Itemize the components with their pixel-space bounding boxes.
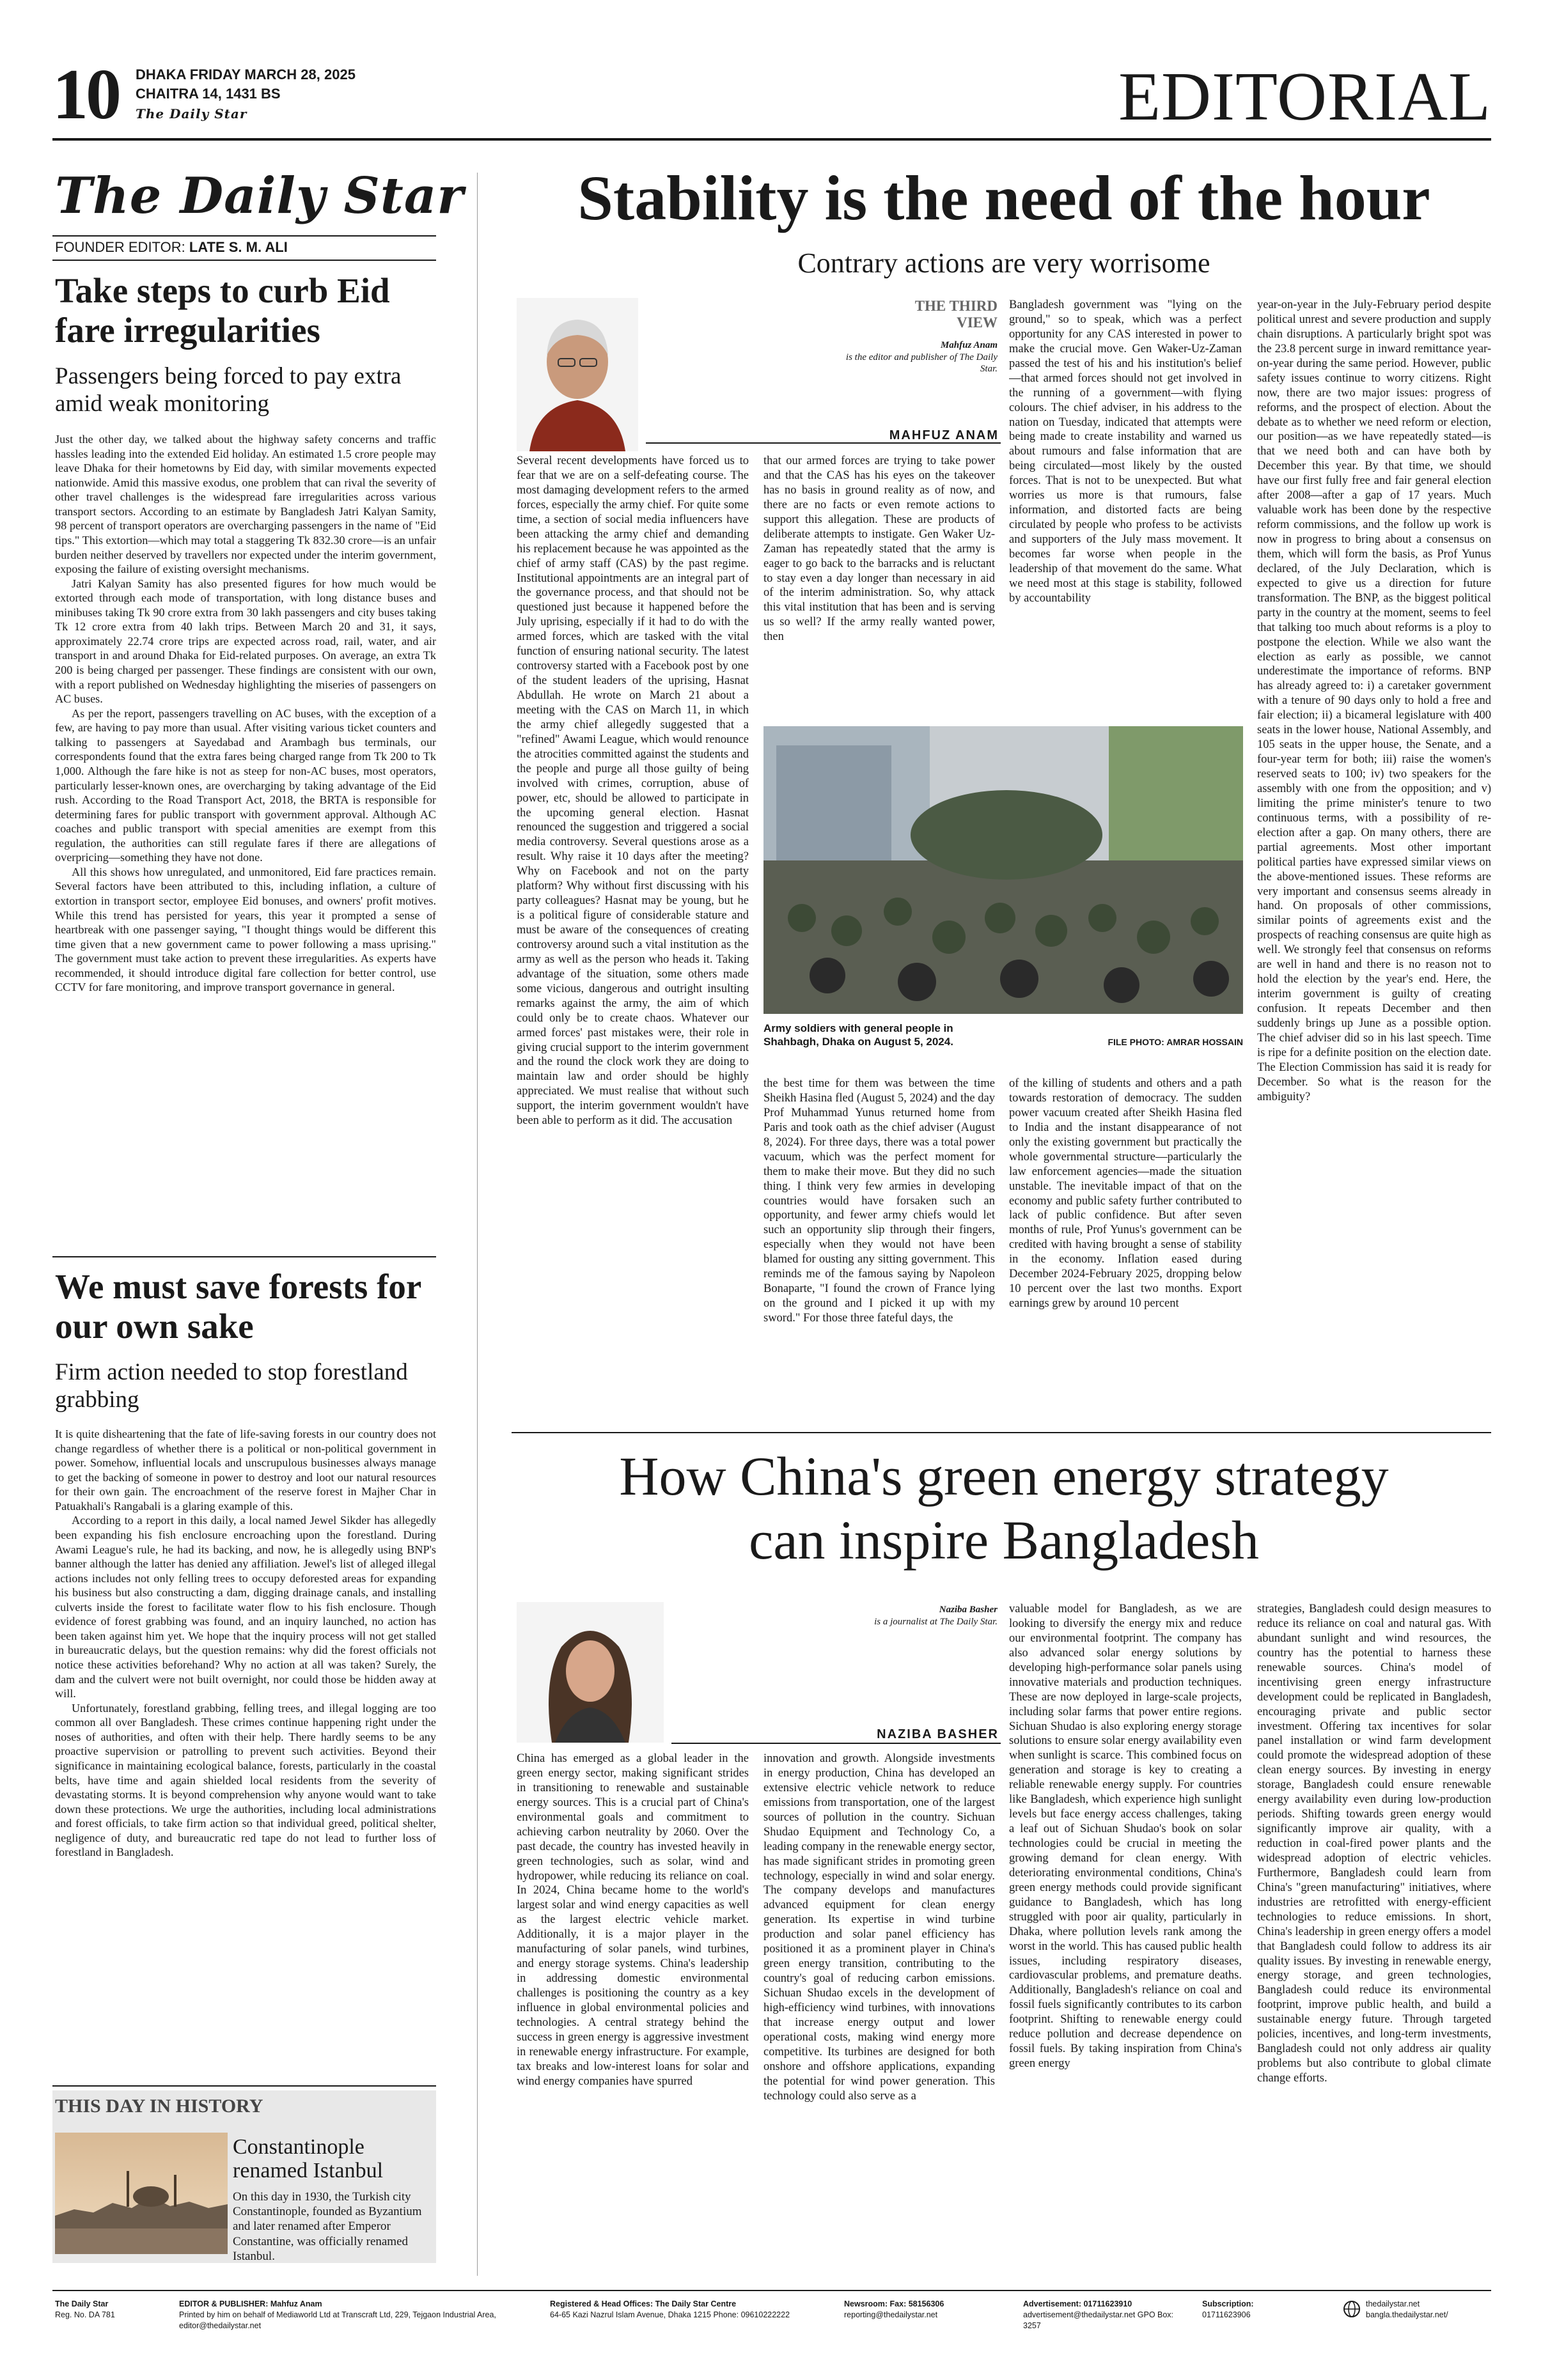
footer-reg: Reg. No. DA 781 bbox=[55, 2310, 115, 2319]
footer-editor-text: Printed by him on behalf of Mediaworld Ltd at Transcraft Ltd, 229, Tejgaon Industrial Area, editor@thedailystar.net bbox=[179, 2310, 496, 2330]
article-divider bbox=[512, 1432, 1491, 1433]
editorial1-subhead: Passengers being forced to pay extra amid weak monitoring bbox=[55, 363, 402, 417]
author1-desc-name: Mahfuz Anam bbox=[940, 340, 998, 350]
masthead-rule bbox=[52, 235, 436, 237]
founder-prefix: FOUNDER EDITOR: bbox=[55, 239, 189, 255]
footer-subscription-text: 01711623906 bbox=[1202, 2310, 1251, 2319]
footer-rule bbox=[52, 2290, 1491, 2291]
author1-photo bbox=[517, 298, 638, 451]
editorial-divider bbox=[52, 1256, 436, 1257]
column-name: THE THIRD VIEW bbox=[914, 298, 998, 331]
editorial1-headline: Take steps to curb Eid fare irregularities bbox=[55, 271, 390, 350]
author2-rule bbox=[671, 1743, 1001, 1744]
paragraph: It is quite disheartening that the fate of life-saving forests in our country does not change regardless of whether there is a political or non-political government in power. Somehow, influential locals and unscrupulous businesses always manage to get the backing of someone in power to destroy and loot our natural resources for their own gain. The encroachment of the reserve forest in Majher Char in Patuakhali's Rangabali is a glaring example of this. bbox=[55, 1427, 436, 1513]
article2-col1: China has emerged as a global leader in the green energy sector, making significant strides in transitioning to renewable and sustainable energy sources. This is a crucial part of China's environmental goals and commitment to achieving carbon neutrality by 2060. Over the past decade, the country has invested heavily in green technologies, such as solar, wind and hydropower, while reducing its reliance on coal. In 2024, China became home to the world's largest solar and wind energy capacities as well as the largest electric vehicle market. Additionally, it is a major player in the manufacturing of solar panels, wind turbines, and energy storage systems. China's leadership in addressing domestic environmental challenges is positioning the country as a key influence in global environmental policies and technologies. A central strategy behind the success in green energy is aggressive investment in renewable energy infrastructure. For example, tax breaks and low-interest loans for solar and wind energy companies have spurred bbox=[517, 1752, 749, 2088]
footer-offices bbox=[550, 2299, 831, 2321]
bangla-date: CHAITRA 14, 1431 BS bbox=[136, 86, 281, 102]
article2-col3: valuable model for Bangladesh, as we are looking to diversify the energy mix and reduce our environmental footprint. The company has also advanced solar energy solutions by developing high-performance solar panels using innovative materials and production techniques. These are now deployed in large-scale projects, including solar farms that power entire regions. Sichuan Shudao is also exploring energy storage solutions to ensure solar energy availability even when sunlight is scarce. This combined focus on generation and storage is key to creating a reliable renewable energy supply. For countries like Bangladesh, which experience high sunlight levels but face energy access challenges, taking a leaf out of Sichuan Shudao's book on solar technologies could be crucial in meeting the growing demand for clean energy. With deteriorating environmental conditions, China's green energy methods could provide significant guidance to Bangladesh, which has long struggled with poor air quality, particularly in Dhaka, where pollution levels rank among the worst in the world. This has caused public health issues, including respiratory diseases, cardiovascular problems, and premature deaths. Additionally, Bangladesh's reliance on coal and fossil fuels significantly contributes to its carbon footprint. Shifting to renewable energy could reduce pollution and decrease dependence on fossil fuels. By taking inspiration from China's green energy bbox=[1009, 1603, 1242, 2071]
section-title: EDITORIAL bbox=[1118, 59, 1491, 135]
footer-advertisement bbox=[1023, 2299, 1189, 2331]
footer-offices-title: Registered & Head Offices: The Daily Star Centre bbox=[550, 2299, 737, 2308]
article1-photo bbox=[763, 726, 1243, 1014]
article1-subhead: Contrary actions are very worrisome bbox=[797, 247, 1210, 279]
history-photo bbox=[55, 2133, 228, 2254]
author1-label: MAHFUZ ANAM bbox=[889, 428, 999, 442]
footer-newsroom-text[interactable]: reporting@thedailystar.net bbox=[844, 2310, 938, 2319]
history-title: Constantinople renamed Istanbul bbox=[233, 2135, 384, 2183]
footer-paper-title: The Daily Star bbox=[55, 2299, 109, 2308]
author2-label: NAZIBA BASHER bbox=[877, 1727, 999, 1741]
footer-offices-text: 64-65 Kazi Nazrul Islam Avenue, Dhaka 1215 Phone: 09610222222 bbox=[550, 2310, 790, 2319]
author-portrait bbox=[517, 298, 638, 451]
footer-advertisement-text[interactable]: advertisement@thedailystar.net GPO Box: 3257 bbox=[1023, 2310, 1174, 2330]
article1-col1: Several recent developments have forced us to fear that we are on a self-defeating course. The most damaging development refers to the armed forces, especially the army chief. For quite some time, a section of social media influencers have been attacking the army chief and demanding his replacement because he was appointed as the chief of army staff (CAS) by the past regime. Institutional appointments are an integral part of the governance process, and that should not be questioned just because it happened before the July uprising, especially if it had to do with the armed forces, which are tasked with the vital function of ensuring national security. The latest controversy started with a Facebook post by one of the student leaders of the uprising, Hasnat Abdullah. He wrote on March 21 about a meeting with the CAS on March 11, in which the army chief allegedly suggested that a "refined" Awami League, which would renounce the atrocities committed against the students and the people and purge all those guilty of being involved with crimes, corruption, abuse of power, etc, should be allowed to participate in the upcoming general election. Hasnat renounced the suggestion and triggered a social media controversy. Several questions arose as a result. Why raise it 10 days after the meeting? Why on Facebook and not on the party platform? Why without first discussing with his party colleagues? Hasnat may be young, but he is a political figure of considerable stature and must be aware of the consequences of creating controversy around such a vital institution as the army as well as the person who heads it. Taking advantage of the situation, some others made some vicious, dangerous and outright insulting remarks against the army, the aim of which could only be to create chaos. Whatever our armed forces' past mistakes were, their role in giving crucial support to the interim government and the round the clock work they are doing to maintain law and order should be highly appreciated. We must realise that without such support, the interim government wouldn't have been able to perform as it did. The accusation bbox=[517, 455, 749, 1128]
footer-newsroom bbox=[844, 2299, 1004, 2321]
article1-col4: year-on-year in the July-February period despite political unrest and severe production and supply chain disruptions. A particularly bright spot was the 23.8 percent surge in inward remittance year-on-year during the same period. However, public safety issues continue to worry citizens. Right now, there are two major issues: progress of reforms, and the prospect of election. About the debate as to whether we need reform or election, our position—as we have repeatedly stated—is that we need both and can have both by December this year. By that time, we should have our first fully free and fair general election after 2008—after a gap of 17 years. Much valuable work has been done by the respective reform commissions, and the follow up work is now in progress to bring about a consensus on them, which will form the basis, as Prof Yunus declared, of the July Declaration, which is expected to give us a direction for future transformation. The BNP, as the biggest political party in the country at the moment, seems to feel that talking too much about reforms is a ploy to postpone the election. While we also want the election as early as possible, we cannot underestimate the importance of reforms. BNP has already agreed to: i) a caretaker government with a tenure of 90 days only to hold a free and fair election; ii) a bicameral legislature with 400 seats in the lower house, National Assembly, and 105 seats in the upper house, the Senate, and a four-year term for both; iii) raise the women's reserved seats to 100; iv) two speakers for the assembly with one from the opposition; and v) limiting the prime minister's tenure to two continuous terms, with a possibility of re-election after a gap. On many others, there are partial agreements. Most other important political parties have expressed similar views on the above-mentioned issues. These reforms are very important and consensus seems already in hand. On proposals of other commissions, similar points of agreements exist and the prospects of reaching consensus are quite high as well. We strongly feel that consensus on reforms are well in hand and there is no reason not to hold the election by the year's end. Here, the interim government is guilty of creating confusion. It repeats December and then suddenly brings up June as a possible option. The chief adviser did so in his last speech. Time is ripe for a definite position on the election date. The Election Commission has said it is ready for December. So what is the reason for the ambiguity? bbox=[1257, 299, 1491, 1103]
history-rule bbox=[52, 2085, 436, 2087]
footer-web-link-bangla[interactable]: bangla.thedailystar.net/ bbox=[1366, 2310, 1448, 2319]
column-divider bbox=[477, 173, 478, 2276]
author2-desc: is a journalist at The Daily Star. bbox=[874, 1617, 998, 1627]
paragraph: According to a report in this daily, a local named Jewel Sikder has allegedly been expanding his fish enclosure encroaching upon the forestland. During Awami League's rule, he had its backing, and now, he is allegedly using BNP's banner although the latter has denied any affiliation. Jewel's list of alleged illegal actions includes not only felling trees to occupy deforested areas for expanding his business but also constructing a dam, digging drainage canals, and installing culverts inside the forest to facilitate water flow to his fish enclosure. Though evidence of forest grabbing was found, and an inquiry launched, no action has been taken against him yet. We hope that the inquiry process will not get stalled in bureaucratic delays, but the question remains: why did the forest officials not notice these activities beforehand? Why no action at all was taken? Surely, the dam and the culvert were not built overnight, nor could those be hidden away at will. bbox=[55, 1514, 436, 1700]
author2-photo bbox=[517, 1602, 664, 1743]
editorial2-body bbox=[55, 1427, 436, 2066]
paragraph: Unfortunately, forestland grabbing, felling trees, and illegal logging are too common all over Bangladesh. These crimes continue happening right under the noses of authorities, and often with their help. There hardly seems to be any proactive supervision or patrolling to prevent such activities. Beyond their significance in maintaining ecological balance, forests, particularly in the coastal belts, have time and again shielded local residents from the severity of devastating storms. It is beyond comprehension why anyone would want to take down these protections. We urge the authorities, including local administrations and forest officials, to take firm action so that individual greed, political shelter, negligence of duty, and bureaucratic red tape do not lead to further loss of forestland in Bangladesh. bbox=[55, 1701, 436, 1859]
article2-col2: innovation and growth. Alongside investments in energy production, China has developed an extensive electric vehicle network to reduce emissions from transportation, one of the largest sources of pollution in the country. Sichuan Shudao Equipment and Technology Co, a leading company in the renewable energy sector, has made significant strides in promoting green technology, especially in wind and solar energy. The company develops and manufactures advanced equipment for clean energy generation. Its expertise in wind turbine production and solar panel efficiency has positioned it as a prominent player in China's green energy transition, contributing to the country's goal of reducing carbon emissions. Sichuan Shudao excels in the development of high-efficiency wind turbines, with innovations that increase energy output and lower operational costs, making wind energy more competitive. Its turbines are designed for both onshore and offshore applications, expanding the potential for wind power generation. This technology could also serve as a bbox=[763, 1752, 995, 2103]
small-logo: The Daily Star bbox=[136, 106, 247, 121]
globe-icon bbox=[1343, 2300, 1361, 2318]
author-portrait bbox=[517, 1602, 664, 1743]
masthead-logo: The Daily Star bbox=[55, 167, 464, 225]
footer-web bbox=[1366, 2299, 1494, 2321]
editorial2-headline: We must save forests for our own sake bbox=[55, 1267, 421, 1346]
article1-col2-bottom: the best time for them was between the time Sheikh Hasina fled (August 5, 2024) and the day Prof Muhammad Yunus returned home from Paris and took oath as the chief adviser (August 8, 2024). For three days, there was a total power vacuum, which was the perfect moment for them to make their move. But they did no such thing. I think very few armies in developing countries would have forsaken such an opportunity, and fewer army chiefs would let such an opportunity slip through their fingers, especially when they would not have been blamed for ousting any sitting government. This reminds me of the famous saying by Napoleon Bonaparte, "I found the crown of France lying on the ground and I picked it up with my sword." For those three fateful days, the bbox=[763, 1077, 995, 1325]
istanbul-skyline-image bbox=[55, 2133, 228, 2254]
article1-col3-top: Bangladesh government was "lying on the ground," so to speak, which was a perfect opportunity for any CAS interested in power to make the crucial move. Gen Waker-Uz-Zaman passed the test of his and his institution's belief—that armed forces should not get involved in the running of a government—with flying colours. The chief adviser, in his address to the nation on Tuesday, indicated that attempts were being made to create instability and warned us about rumours and false information that are being circulated—most likely by the ousted forces. That is not to be unexpected. But what worries us more is that rumours, false information, and distorted facts are being circulated by people who profess to be activists and supporters of the July mass movement. It becomes far worse when people in the leadership of that movement do the same. What we need most at this stage is stability, followed by accountability bbox=[1009, 299, 1242, 605]
article1-headline: Stability is the need of the hour bbox=[577, 162, 1430, 233]
footer-editor-title: EDITOR & PUBLISHER: Mahfuz Anam bbox=[179, 2299, 322, 2308]
editorial1-body bbox=[55, 432, 436, 1231]
footer-newsroom-title: Newsroom: Fax: 58156306 bbox=[844, 2299, 944, 2308]
paragraph: Jatri Kalyan Samity has also presented figures for how much would be extorted through each mode of transportation, with long distance buses and minibuses taking Tk 90 crore extra from 30 lakh passengers and city buses taking Tk 12 crore extra from 40 lakh trips. Between March 20 and 31, it says, approximately 22.74 crore trips are expected across road, rail, water, and air transport in and around Dhaka for Eid-related purposes. On average, an extra Tk 200 is being charged per passenger. These findings are consistent with our own, with a report published on Wednesday highlighting the miseries of passengers on AC buses. bbox=[55, 577, 436, 706]
article2-col4: strategies, Bangladesh could design measures to reduce its reliance on coal and natural gas. With abundant sunlight and wind resources, the country has the potential to harness these renewable sources. China's model of incentivising green energy infrastructure development could be replicated in Bangladesh, encouraging private and public sector investment. Offering tax incentives for solar panel installation or wind farm development could promote the widespread adoption of these clean energy sources. By investing in energy storage, Bangladesh could ensure renewable energy availability even during low-production periods. Shifting towards green energy would significantly improve air quality, with a reduction in coal-fired power plants and the widespread adoption of electric vehicles. Furthermore, Bangladesh could learn from China's "green manufacturing" initiatives, where industries are retrofitted with energy-efficient technologies to reduce emissions. In short, China's leadership in green energy offers a model that Bangladesh could follow to address its air quality issues. By investing in renewable energy, energy storage, and green technologies, Bangladesh could reduce its environmental footprint, improve public health, and build a sustainable energy future. Through targeted policies, incentives, and long-term investments, Bangladesh could not only address air quality problems but also contribute to global climate change efforts. bbox=[1257, 1603, 1491, 2085]
editorial2-subhead: Firm action needed to stop forestland grabbing bbox=[55, 1359, 408, 1413]
article1-photo-credit: FILE PHOTO: AMRAR HOSSAIN bbox=[1108, 1037, 1243, 1047]
footer-paper bbox=[55, 2299, 157, 2321]
article1-col2-top: that our armed forces are trying to take power and that the CAS has his eyes on the takeover has no basis in ground reality as of now, and there are no facts or even remote actions to support this allegation. These are products of deliberate attempts to instigate. Gen Waker Uz-Zaman has repeatedly stated that the army is eager to go back to the barracks and is reluctant to stay even a day longer than necessary in aid of the interim administration. So, why attack this vital institution that has been and is serving us so well? If the army really wanted power, then bbox=[763, 455, 995, 644]
footer-editor bbox=[179, 2299, 499, 2331]
paragraph: All this shows how unregulated, and unmonitored, Eid fare practices remain. Several factors have been attributed to this, including inflation, a culture of extortion in transport sector, employee Eid bonuses, and owners' profit motives. While this trend has persisted for years, this year it prompted a sense of heartbreak with one passenger saying, "I thought things would be different this time given that a new government came to power following a mass uprising." The government must take action to prevent these irregularities. As experts have recommended, it should introduce digital fare collection for better control, use CCTV for fare monitoring, and improve transport governance in general. bbox=[55, 865, 436, 994]
date-line: DHAKA FRIDAY MARCH 28, 2025 bbox=[136, 66, 356, 82]
paragraph: Just the other day, we talked about the highway safety concerns and traffic hassles leading into the extended Eid holiday. An estimated 1.5 crore people may leave Dhaka for their hometowns by Eid day, with similar movements expected nationwide. Amid this massive exodus, one problem that can rival the severity of other travel challenges is the widespread fare irregularities across various transport sectors. According to an estimate by Bangladesh Jatri Kalyan Samity, 98 percent of transport operators are overcharging passengers in the name of "Eid tips." This extortion—which may total a staggering Tk 832.30 crore—is an unfair burden neither deserved by travellers nor expected under the interim government, exposing the failure of existing oversight mechanisms. bbox=[55, 433, 436, 576]
author1-desc: is the editor and publisher of The Daily Star. bbox=[845, 352, 998, 374]
founder-line bbox=[55, 239, 288, 256]
footer-advertisement-title: Advertisement: 01711623910 bbox=[1023, 2299, 1132, 2308]
founder-rule bbox=[52, 260, 436, 261]
article1-photo-caption: Army soldiers with general people in Shahbagh, Dhaka on August 5, 2024. bbox=[763, 1022, 953, 1048]
article2-headline-line1: How China's green energy strategy bbox=[619, 1445, 1389, 1507]
header-rule bbox=[52, 138, 1491, 141]
history-label: THIS DAY IN HISTORY bbox=[55, 2096, 263, 2117]
author2-desc-name: Naziba Basher bbox=[939, 1605, 998, 1615]
footer-subscription-title: Subscription: bbox=[1202, 2299, 1254, 2308]
founder-name: LATE S. M. ALI bbox=[189, 239, 288, 255]
footer-web-link[interactable]: thedailystar.net bbox=[1366, 2299, 1420, 2308]
crowd-photo bbox=[763, 726, 1243, 1014]
history-text: On this day in 1930, the Turkish city Constantinople, founded as Byzantium and later renamed after Emperor Constantine, was officially renamed Istanbul. bbox=[233, 2190, 422, 2263]
page-number: 10 bbox=[52, 55, 119, 134]
article2-headline-line2: can inspire Bangladesh bbox=[749, 1509, 1259, 1571]
footer-subscription bbox=[1202, 2299, 1330, 2321]
article1-col3-bottom: of the killing of students and others and a path towards restoration of democracy. The sudden power vacuum created after Sheikh Hasina fled to India and the instant disappearance of not only the existing government but practically the whole governmental structure—particularly the law enforcement agencies—made the situation unstable. The inevitable impact of that on the economy and public safety further contributed to lack of public confidence. But after seven months of rule, Prof Yunus's government can be credited with having brought a sense of stability in the economy. Inflation eased during December 2024-February 2025, dropping below 10 percent over the last two months. Export earnings grew by around 10 percent bbox=[1009, 1077, 1242, 1311]
paragraph: As per the report, passengers travelling on AC buses, with the exception of a few, are having to pay more than usual. After visiting various ticket counters and talking to passengers at Sayedabad and Arambagh bus terminals, our correspondents found that the extra fares being charged range from Tk 200 to Tk 1,000. Although the fare hike is not as steep for non-AC buses, most operators, particularly lesser-known ones, are overcharging by taking advantage of the Eid rush. According to the Road Transport Act, 2018, the BRTA is responsible for determining fares for public transport with government approval. Although AC coaches and public transport with special amenities are exempt from this regulation, the authorities can still regulate fares if there are allegations of overpricing—something they have not done. bbox=[55, 706, 436, 864]
